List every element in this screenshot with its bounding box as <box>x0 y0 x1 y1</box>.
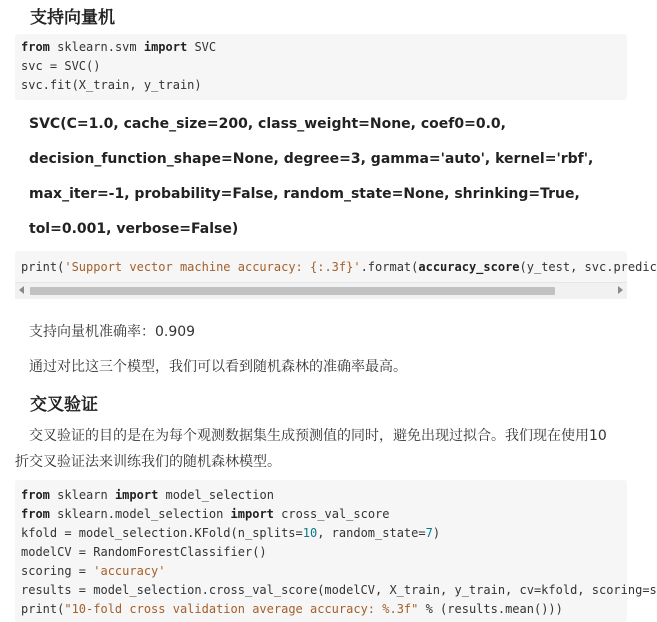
output-line: tol=0.001, verbose=False) <box>29 221 239 237</box>
code-line <box>21 507 390 521</box>
scroll-left-icon[interactable] <box>19 286 24 294</box>
code-line <box>21 564 166 578</box>
number-literal: 10 <box>302 526 318 540</box>
scrollbar-thumb[interactable] <box>30 287 555 295</box>
code-line <box>21 488 274 502</box>
cv-paragraph-line: 交叉验证的目的是在为每个观测数据集生成预测值的同时，避免出现过拟合。我们现在使用10 <box>29 428 607 444</box>
keyword: from <box>21 40 50 54</box>
number-literal: 7 <box>425 526 433 540</box>
code-token: kfold = model_selection.KFold(n_splits= <box>21 526 303 540</box>
code-token: print( <box>21 602 65 616</box>
code-line: svc.fit(X_train, y_train) <box>21 78 202 92</box>
keyword: from <box>21 488 50 502</box>
keyword: from <box>21 507 50 521</box>
output-line: decision_function_shape=None, degree=3, gamma='auto', kernel='rbf', <box>29 151 594 167</box>
code-line: results = model_selection.cross_val_score(modelCV, X_train, y_train, cv=kfold, scoring=s <box>21 583 657 597</box>
code-token: scoring = <box>21 564 94 578</box>
section-title-svm: 支持向量机 <box>30 8 115 28</box>
function-name: accuracy_score <box>418 260 520 274</box>
string-literal: 'Support vector machine accuracy: {:.3f}' <box>64 260 361 274</box>
output-line: max_iter=-1, probability=False, random_state=None, shrinking=True, <box>29 186 580 202</box>
code-line: svc = SVC() <box>21 59 101 73</box>
string-literal: "10-fold cross validation average accuracy: %.3f" <box>64 602 419 616</box>
code-token: sklearn.model_selection <box>57 507 224 521</box>
scroll-right-icon[interactable] <box>618 286 623 294</box>
code-token: model_selection <box>165 488 274 502</box>
code-token: ) <box>432 526 441 540</box>
code-token: (y_test, svc.predic <box>519 260 657 274</box>
code-token: print( <box>21 260 65 274</box>
svm-accuracy-text: 支持向量机准确率：0.909 <box>29 324 196 340</box>
code-token: sklearn <box>57 488 108 502</box>
code-line <box>21 40 216 54</box>
code-token: % (results.mean())) <box>418 602 563 616</box>
horizontal-scrollbar[interactable] <box>15 282 627 299</box>
code-line <box>21 602 563 616</box>
output-line: SVC(C=1.0, cache_size=200, class_weight=None, coef0=0.0, <box>29 116 506 132</box>
code-line <box>21 526 440 540</box>
code-line: modelCV = RandomForestClassifier() <box>21 545 267 559</box>
code-token: SVC <box>194 40 217 54</box>
keyword: import <box>143 40 188 54</box>
code-token: sklearn.svm <box>57 40 137 54</box>
code-token: .format( <box>360 260 419 274</box>
code-token: cross_val_score <box>281 507 390 521</box>
keyword: import <box>114 488 159 502</box>
code-block-svc <box>15 34 627 100</box>
code-line <box>21 260 657 274</box>
comparison-text: 通过对比这三个模型，我们可以看到随机森林的准确率最高。 <box>29 359 407 375</box>
code-block-cross-validation <box>15 480 657 622</box>
keyword: import <box>230 507 274 521</box>
code-token: , random_state= <box>317 526 426 540</box>
section-title-cross-validation: 交叉验证 <box>30 395 98 415</box>
string-literal: 'accuracy' <box>93 564 166 578</box>
cv-paragraph-line: 折交叉验证法来训练我们的随机森林模型。 <box>15 454 281 470</box>
